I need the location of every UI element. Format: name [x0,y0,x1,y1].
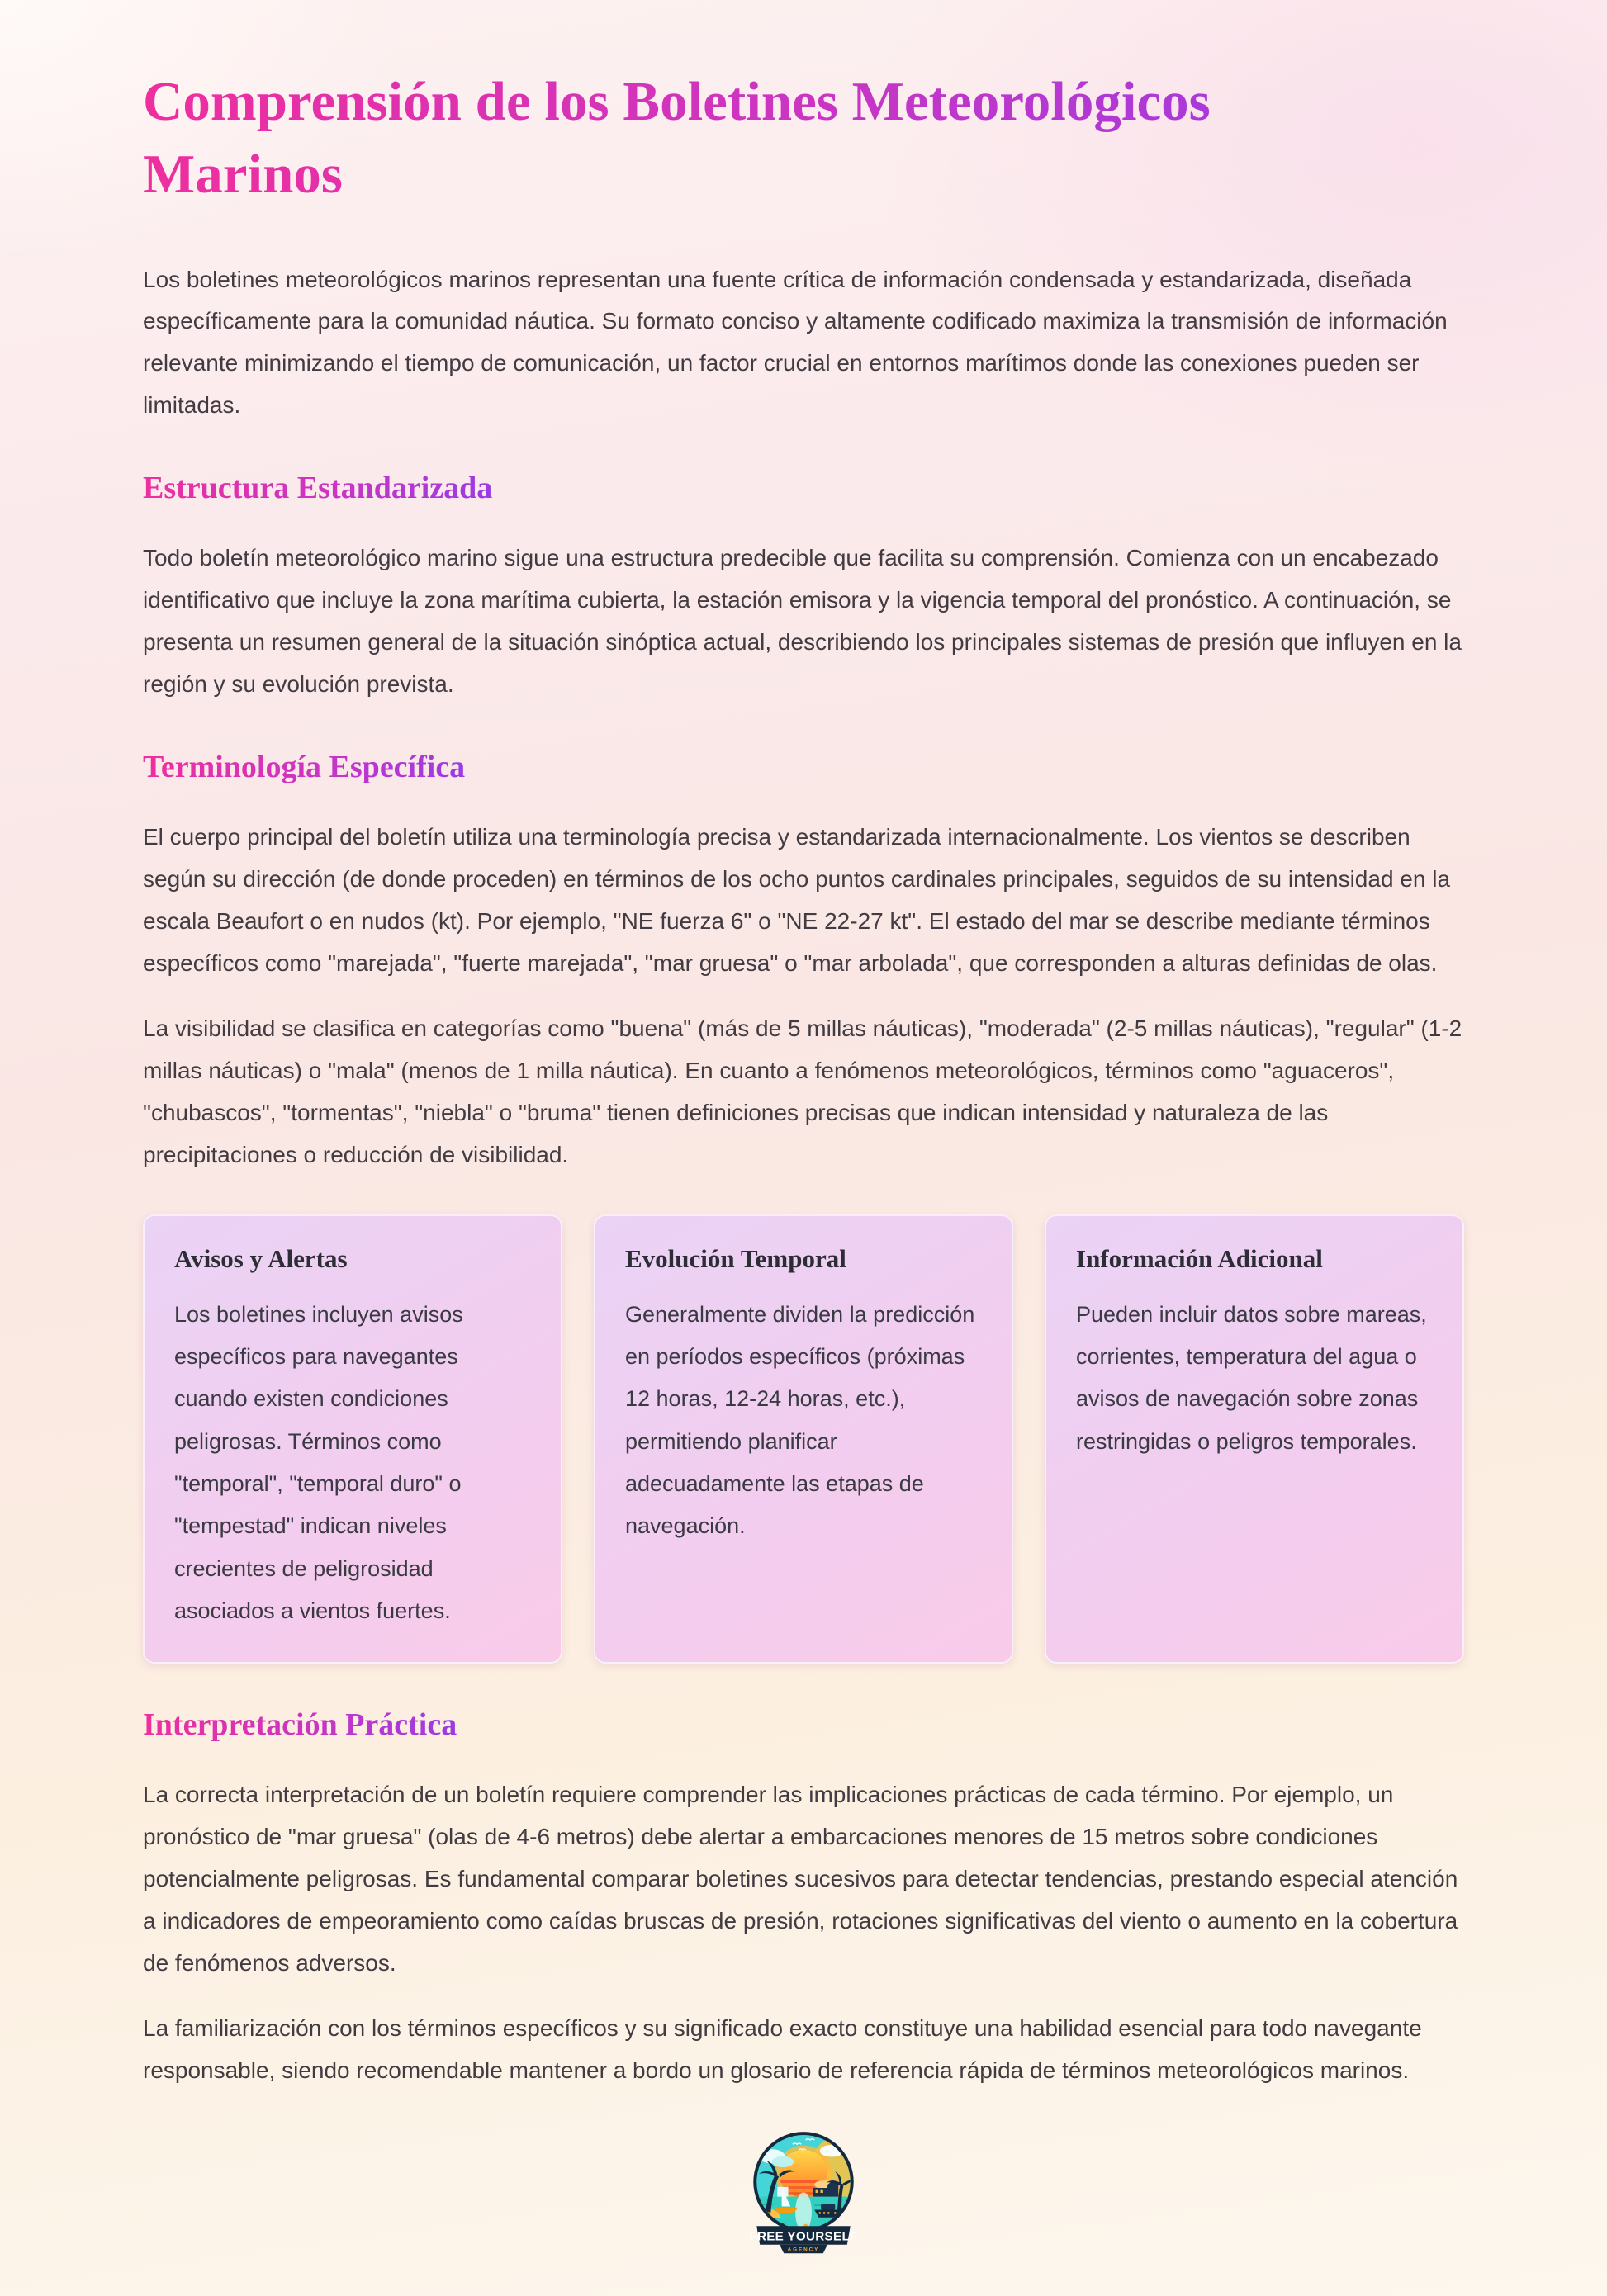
footer-logo-container [143,2130,1464,2256]
interpretacion-paragraph-1: La correcta interpretación de un boletín requiere comprender las implicaciones prácticas de cada término. Por ejemplo, un pronóstico de "mar gruesa" (olas de 4-6 metros) debe alertar a embarcaciones menores de 15 metros sobre condiciones potencialmente peligrosas. Es fundamental comparar boletines sucesivos para detectar tendencias, prestando especial atención a indicadores de empeoramiento como caídas bruscas de presión, rotaciones significativas del viento o aumento en la cobertura de fenómenos adversos. [143,1782,1458,1976]
card-evolucion-temporal [594,1214,1013,1664]
card-title: Información Adicional [1076,1243,1323,1273]
interpretacion-paragraph-2: La familiarización con los términos específicos y su significado exacto constituye una habilidad esencial para todo navegante responsable, siendo recomendable mantener a bordo un glosario de referencia rápida de términos meteorológicos marinos. [143,2014,1422,2083]
logo-scene [749,2130,858,2235]
card-title: Avisos y Alertas [174,1243,348,1273]
article-content [143,0,1464,2256]
section-heading-terminologia: Terminología Específica [143,750,466,785]
terminologia-paragraph-2: La visibilidad se clasifica en categorías como "buena" (más de 5 millas náuticas), "moderada" (2-5 millas náuticas), "regular" (1-2 millas náuticas) o "mala" (menos de 1 milla náutica). En cuanto a fenómenos meteorológicos, términos como "aguaceros", "chubascos", "tormentas", "niebla" o "bruma" tienen definiciones precisas que indican intensidad y naturaleza de las precipitaciones o reducción de visibilidad. [143,1015,1462,1167]
beach-sunset-logo-icon [749,2130,858,2256]
estructura-paragraph: Todo boletín meteorológico marino sigue una estructura predecible que facilita su comprensión. Comienza con un encabezado identificativo que incluye la zona marítima cubierta, la estación emisora y la vigencia temporal del pronóstico. A continuación, se presenta un resumen general de la situación sinóptica actual, describiendo los principales sistemas de presión que influyen en la región y su evolución prevista. [143,545,1462,698]
page-title: Comprensión de los Boletines Meteorológicos Marinos [143,66,1382,211]
info-cards-row [143,1214,1464,1664]
card-title: Evolución Temporal [625,1243,846,1273]
section-heading-interpretacion: Interpretación Práctica [143,1707,457,1743]
card-body: Pueden incluir datos sobre mareas, corrientes, temperatura del agua o avisos de navegación sobre zonas restringidas o peligros temporales. [1076,1301,1427,1454]
logo-title: FREE YOURSELF [749,2229,858,2244]
logo-subtitle: AGENCY [787,2246,820,2253]
terminologia-paragraph-1: El cuerpo principal del boletín utiliza una terminología precisa y estandarizada internacionalmente. Los vientos se describen según su dirección (de donde proceden) en términos de los ocho puntos cardinales principales, seguidos de su intensidad en la escala Beaufort o en nudos (kt). Por ejemplo, "NE fuerza 6" o "NE 22-27 kt". El estado del mar se describe mediante términos específicos como "marejada", "fuerte marejada", "mar gruesa" o "mar arbolada", que corresponden a alturas definidas de olas. [143,824,1451,977]
card-body: Generalmente dividen la predicción en períodos específicos (próximas 12 horas, 12-24 horas, etc.), permitiendo planificar adecuadamente las etapas de navegación. [625,1301,975,1539]
intro-paragraph: Los boletines meteorológicos marinos representan una fuente crítica de información condensada y estandarizada, diseñada específicamente para la comunidad náutica. Su formato conciso y altamente codificado maximiza la transmisión de información relevante minimizando el tiempo de comunicación, un factor crucial en entornos marítimos donde las conexiones pueden ser limitadas. [143,266,1448,419]
card-informacion-adicional [1045,1214,1464,1664]
card-avisos-y-alertas [143,1214,562,1664]
section-heading-estructura: Estructura Estandarizada [143,471,493,506]
card-body: Los boletines incluyen avisos específicos para navegantes cuando existen condiciones peligrosas. Términos como "temporal", "temporal duro" o "tempestad" indican niveles crecientes de peligrosidad asociados a vientos fuertes. [174,1301,463,1623]
